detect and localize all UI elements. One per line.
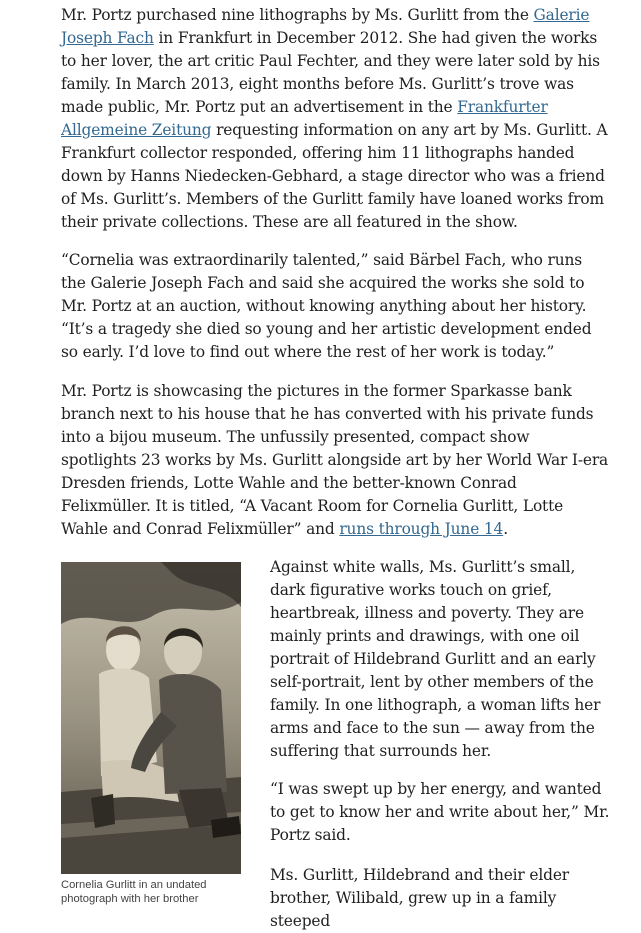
runs-through-link[interactable]: runs through June 14 [339, 520, 504, 538]
photo-illustration [61, 562, 241, 874]
paragraph-4: Against white walls, Ms. Gurlitt’s small, dark figurative works touch on grief, heartbreak, illness and poverty. They are mainly prints and drawings, with one oil portrait of Hildebrand Gurlitt and an early self-portrait, lent by other members of the family. In one lithograph, a woman lifts her arms and face to the sun — away from the suffering that surrounds her. [270, 558, 601, 760]
paragraph-2: “Cornelia was extraordinarily talented,” said Bärbel Fach, who runs the Galerie Joseph Fach and said she acquired the works she sold to Mr. Portz at an auction, without knowing anything about her history. “It’s a tragedy she died so young and her artistic development ended so early. I’d love to find out where the rest of her work is today.” [61, 251, 592, 361]
photo-figure [61, 562, 241, 906]
photo-caption: Cornelia Gurlitt in an undated photograph with her brother [61, 879, 207, 905]
p1-text-2: in Frankfurt in December 2012. She had given the works to her lover, the art critic Paul Fechter, and they were later sold by his family. In March 2013, eight months before Ms. Gurlitt’s trove was made public, Mr. Portz put an advertisement in the [61, 29, 600, 116]
archival-photo [61, 562, 241, 874]
p3-text-1: Mr. Portz is showcasing the pictures in the former Sparkasse bank branch next to his house that he has converted with his private funds into a bijou museum. The unfussily presented, compact show spotlights 23 works by Ms. Gurlitt alongside art by her World War I-era Dresden friends, Lotte Wahle and the better-known Conrad Felixmüller. It is titled, “A Vacant Room for Cornelia Gurlitt, Lotte Wahle and Conrad Felixmüller” and [61, 382, 609, 538]
p1-text-3: requesting information on any art by Ms. Gurlitt. A Frankfurt collector responded, offering him 11 lithographs handed down by Hanns Niedecken-Gebhard, a stage director who was a friend of Ms. Gurlitt’s. Members of the Gurlitt family have loaned works from their private collections. These are all featured in the show. [61, 121, 608, 231]
p3-text-2: . [503, 520, 508, 538]
paragraph-3 [61, 380, 609, 541]
p1-text-1: Mr. Portz purchased nine lithographs by Ms. Gurlitt from the [61, 6, 534, 24]
frankfurter-allgemeine-link[interactable]: Frankfurter Allgemeine Zeitung [61, 98, 548, 139]
galerie-joseph-fach-link[interactable]: Galerie Joseph Fach [61, 6, 590, 47]
paragraph-1 [61, 4, 609, 234]
paragraph-5: “I was swept up by her energy, and wanted to get to know her and write about her,” Mr. Portz said. [270, 780, 610, 844]
paragraph-6: Ms. Gurlitt, Hildebrand and their elder brother, Wilibald, grew up in a family steeped [270, 866, 569, 930]
